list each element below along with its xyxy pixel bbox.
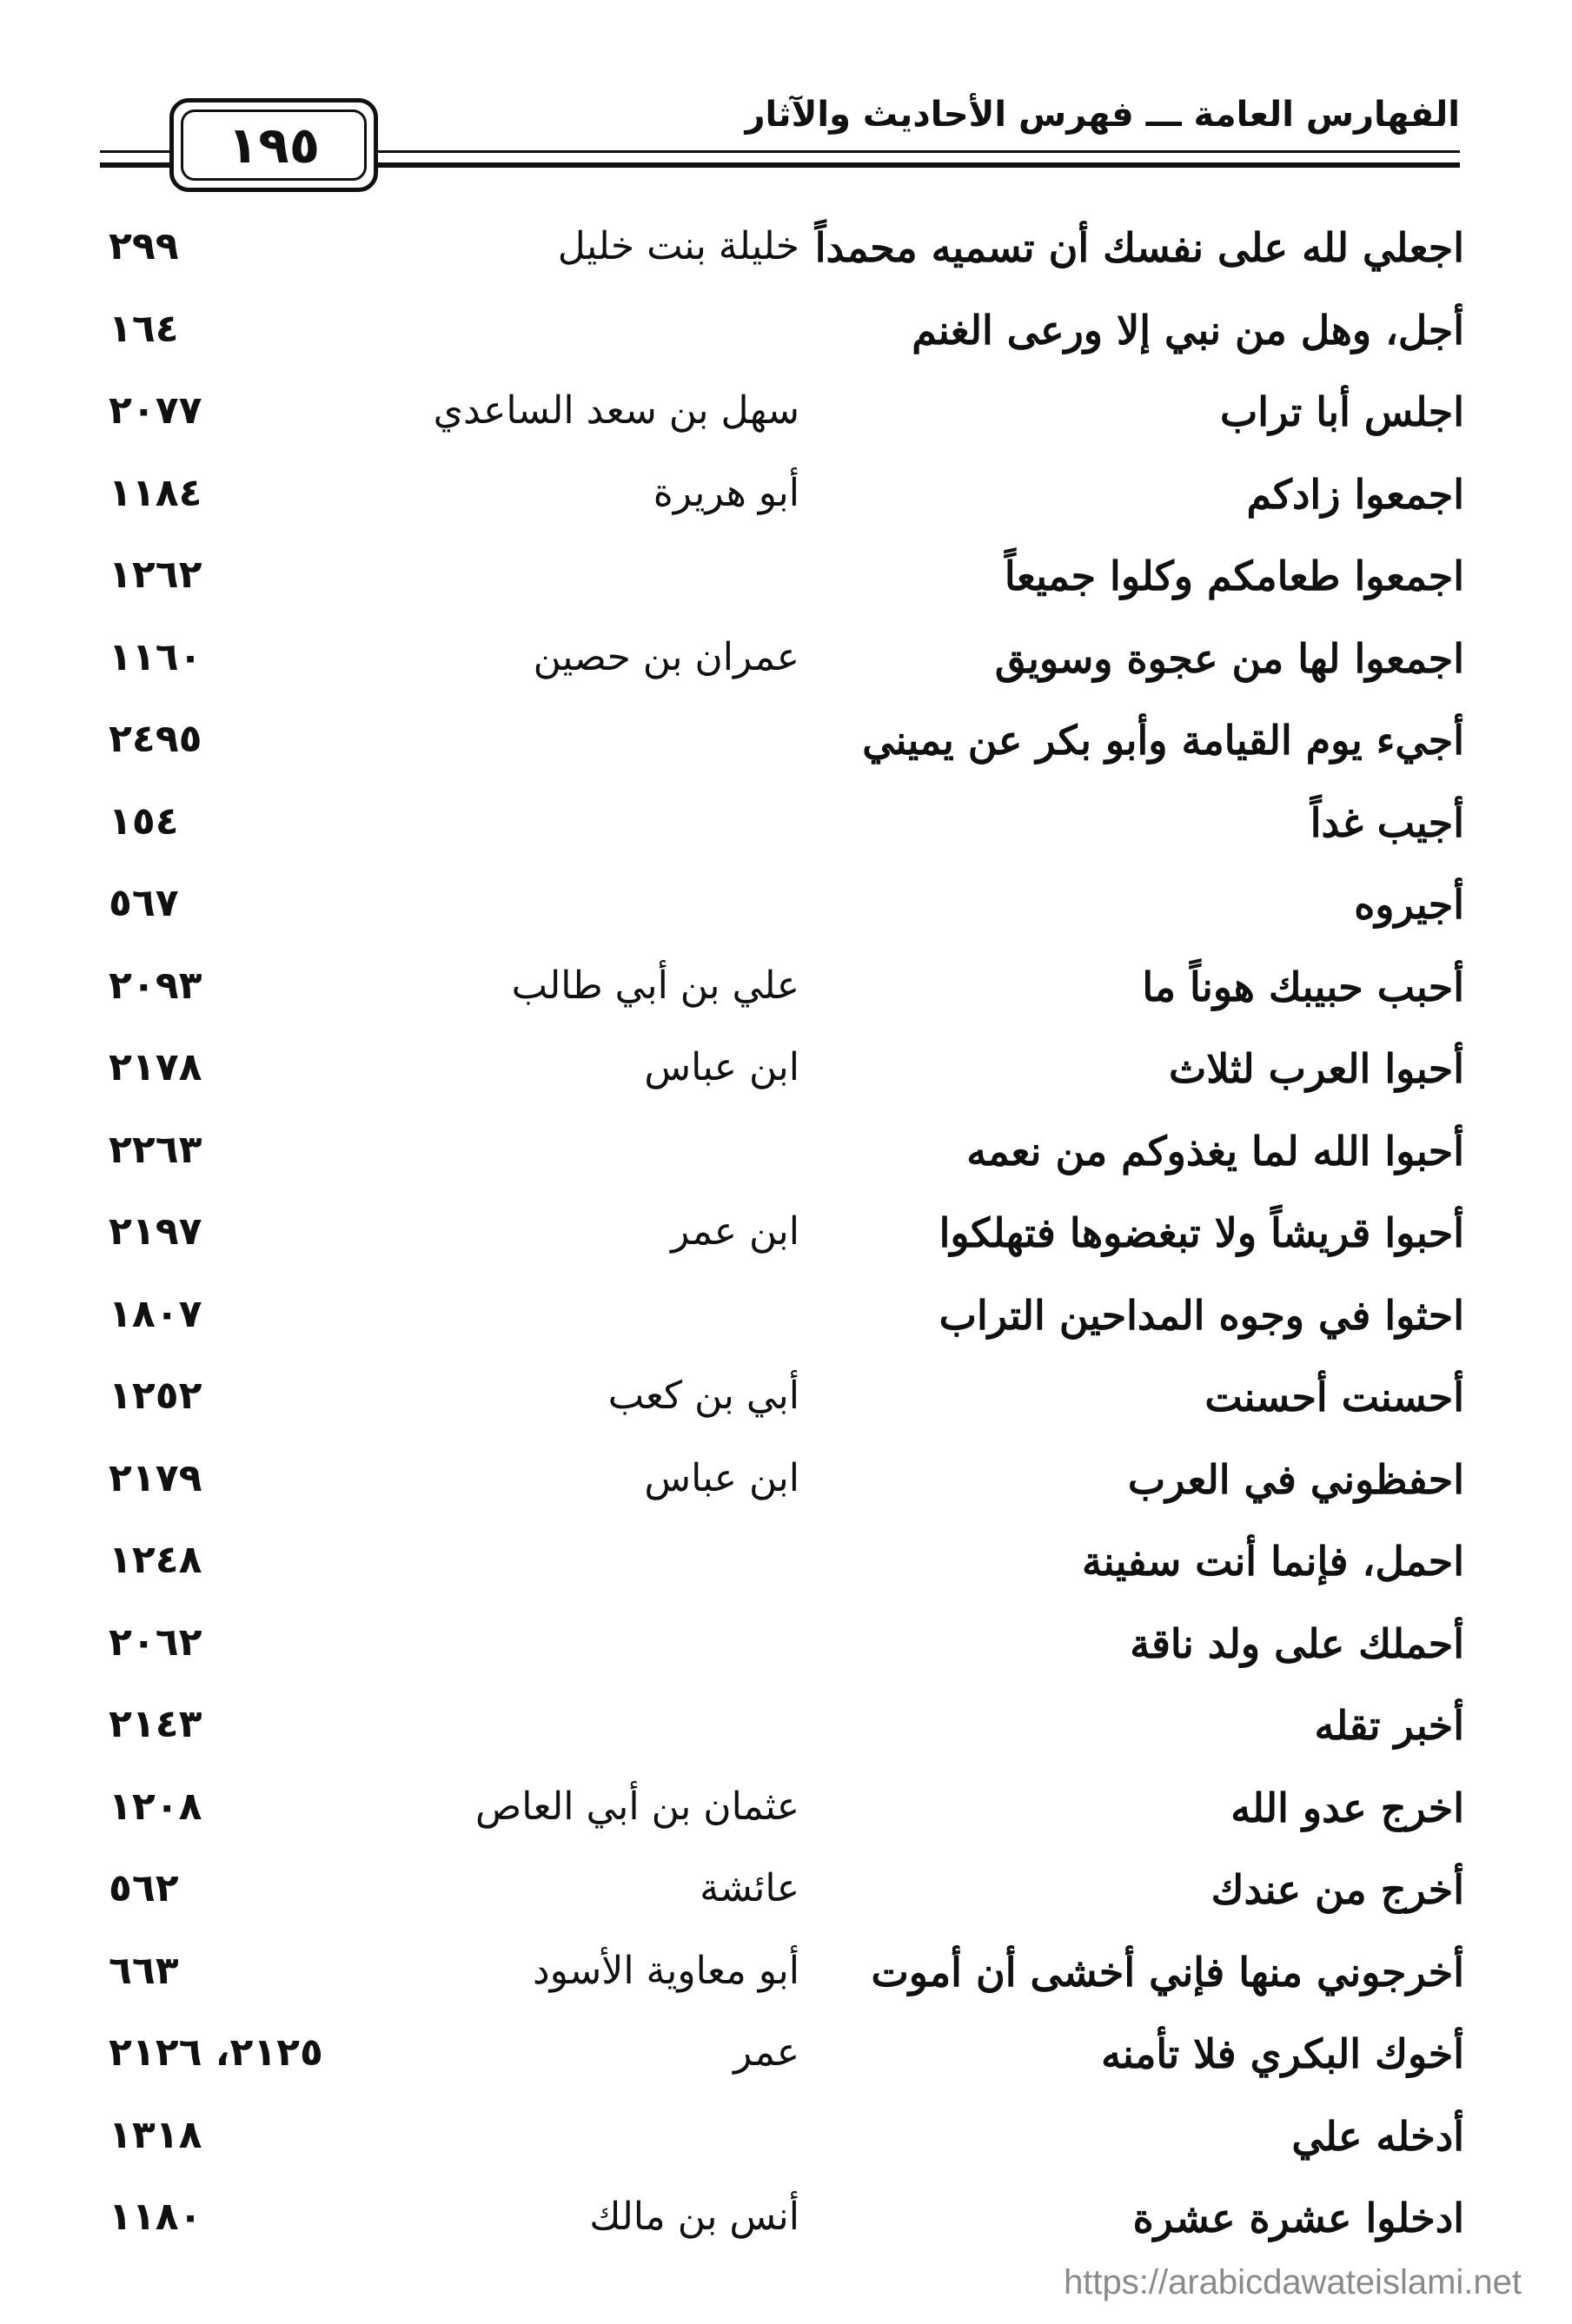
index-row [96,2186,1464,2268]
index-row [96,298,1464,381]
index-row [96,1857,1464,1940]
hadith-text: أدخله علي [1291,2112,1464,2160]
narrator-name: سهل بن سعد الساعدي [433,388,799,433]
hadith-reference-numbers: ٢١٧٨ [109,1045,202,1089]
hadith-text: اخرج عدو الله [1230,1784,1464,1831]
hadith-text: أجيروه [1354,881,1464,928]
hadith-text: اجلس أبا تراب [1220,388,1464,435]
narrator-name: خليلة بنت خليل [557,224,799,268]
narrator-name: علي بن أبي طالب [511,963,799,1008]
hadith-text: أحبوا العرب لثلاث [1169,1045,1464,1092]
hadith-reference-numbers: ١٣١٨ [109,2112,202,2157]
narrator-name: ابن عباس [644,1455,799,1500]
hadith-reference-numbers: ٢٤٩٥ [109,717,202,761]
hadith-text: أحبوا قريشاً ولا تبغضوها فتهلكوا [939,1209,1464,1256]
running-title: الفهارس العامة ـــ فهرس الأحاديث والآثار [745,95,1460,135]
hadith-text: أحبب حبيبك هوناً ما [1142,963,1464,1010]
index-row [96,1119,1464,1202]
page-header [100,83,1460,195]
narrator-name: عمران بن حصين [533,634,799,679]
hadith-text: أجل، وهل من نبي إلا ورعى الغنم [912,306,1464,354]
index-row [96,2104,1464,2187]
hadith-text: أحبوا الله لما يغذوكم من نعمه [966,1127,1464,1175]
hadith-reference-numbers: ٢٠٧٧ [109,388,202,433]
hadith-text: أخرجوني منها فإني أخشى أن أموت [871,1948,1464,1996]
narrator-name: أبي بن كعب [607,1374,799,1418]
hadith-text: احثوا في وجوه المداحين التراب [939,1291,1464,1339]
hadith-text: أجيب غداً [1310,798,1464,846]
hadith-reference-numbers: ١٥٤ [109,798,179,844]
hadith-text: احمل، فإنما أنت سفينة [1082,1538,1464,1585]
index-row [96,1529,1464,1612]
hadith-text: اجمعوا طعامكم وكلوا جميعاً [1004,553,1464,599]
hadith-reference-numbers: ٥٦٧ [109,881,179,925]
index-row [96,380,1464,462]
watermark-url: https://arabicdawateislami.net [1064,2263,1522,2301]
index-row [96,872,1464,955]
page-number: ١٩٥ [227,116,321,175]
index-row [96,1940,1464,2023]
narrator-name: أبو هريرة [653,470,799,515]
hadith-reference-numbers: ١٢٤٨ [109,1538,202,1582]
narrator-name: عمر [733,2030,799,2075]
hadith-reference-numbers: ٢١٩٧ [109,1209,202,1254]
index-row [96,1036,1464,1119]
hadith-reference-numbers: ٢٠٦٢ [109,1619,202,1665]
hadith-text: أجيء يوم القيامة وأبو بكر عن يميني [862,717,1464,764]
hadith-index-list [96,215,1464,2268]
hadith-reference-numbers: ١١٨٠ [109,2195,202,2239]
index-row [96,955,1464,1037]
index-row [96,1201,1464,1283]
hadith-text: احفظوني في العرب [1127,1455,1464,1503]
hadith-text: اجعلي لله على نفسك أن تسميه محمداً [814,224,1464,271]
index-row [96,2022,1464,2104]
index-row [96,544,1464,626]
hadith-text: أحملك على ولد ناقة [1130,1619,1464,1667]
narrator-name: عثمان بن أبي العاص [475,1784,799,1829]
hadith-reference-numbers: ٢١٧٩ [109,1455,202,1500]
narrator-name: ابن عباس [644,1045,799,1089]
hadith-reference-numbers: ٦٦٣ [109,1948,179,1993]
hadith-reference-numbers: ١٨٠٧ [109,1291,202,1336]
page-number-frame [169,98,378,192]
hadith-reference-numbers: ٢٠٩٣ [109,963,202,1008]
narrator-name: ابن عمر [671,1209,799,1254]
hadith-reference-numbers: ١٢٦٢ [109,553,202,597]
hadith-text: أحسنت أحسنت [1204,1374,1464,1420]
index-row [96,215,1464,298]
hadith-text: أخوك البكري فلا تأمنه [1101,2030,1464,2077]
index-row [96,1776,1464,1858]
hadith-reference-numbers: ٢٩٩ [109,224,179,268]
index-row [96,708,1464,791]
hadith-reference-numbers: ١٦٤ [109,306,179,351]
hadith-reference-numbers: ١١٦٠ [109,634,202,679]
hadith-text: اجمعوا لها من عجوة وسويق [994,634,1464,682]
index-row [96,1447,1464,1530]
narrator-name: أبو معاوية الأسود [533,1948,799,1993]
hadith-reference-numbers: ٥٦٢ [109,1866,179,1910]
hadith-text: أخرج من عندك [1211,1866,1464,1913]
hadith-reference-numbers: ٢١٤٣ [109,1702,202,1746]
index-row [96,1693,1464,1776]
hadith-reference-numbers: ١٢٥٢ [109,1374,202,1418]
index-row [96,1365,1464,1447]
index-row [96,1612,1464,1694]
narrator-name: عائشة [700,1866,799,1910]
index-row [96,626,1464,709]
hadith-reference-numbers: ١١٨٤ [109,470,202,515]
hadith-reference-numbers: ٢١٢٥، ٢١٢٦ [109,2030,323,2075]
hadith-reference-numbers: ١٢٠٨ [109,1784,202,1829]
narrator-name: أنس بن مالك [589,2195,799,2239]
hadith-text: أخبر تقله [1314,1702,1464,1749]
hadith-text: اجمعوا زادكم [1246,470,1464,518]
index-row [96,791,1464,873]
hadith-reference-numbers: ٢٢٦٣ [109,1127,202,1172]
hadith-text: ادخلوا عشرة عشرة [1132,2195,1464,2241]
index-row [96,462,1464,545]
index-row [96,1283,1464,1366]
